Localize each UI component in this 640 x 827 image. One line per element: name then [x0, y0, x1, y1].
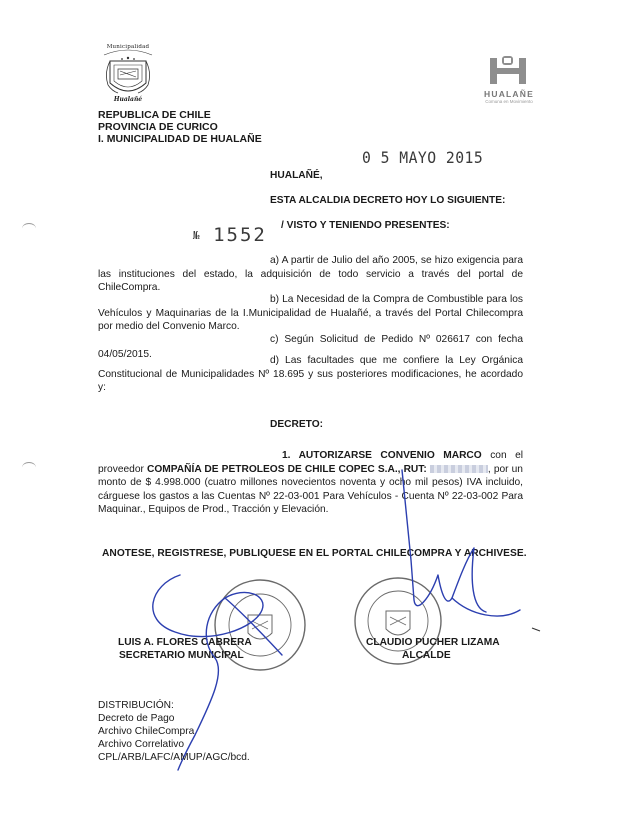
secretary-name: LUIS A. FLORES CABRERA: [118, 637, 252, 648]
article-1-heading: 1. AUTORIZARSE CONVENIO MARCO: [282, 450, 482, 461]
considerando-b: b) La Necesidad de la Compra de Combustible para los Vehículos y Maquinarias de la I.Municipalidad de Hualañé, a través del Portal Chilecompra por medio del Convenio Marco.: [98, 294, 523, 332]
number-prefix-mark: №: [193, 229, 200, 242]
decree-number: 1552: [213, 224, 267, 246]
mayor-name: CLAUDIO PUCHER LIZAMA: [366, 637, 500, 648]
secretary-signature-tail: [225, 598, 282, 655]
crest-caption-top: Municipalidad: [106, 44, 150, 50]
header-republic: REPUBLICA DE CHILE: [98, 109, 211, 121]
secretary-title: SECRETARIO MUNICIPAL: [119, 650, 244, 661]
header-municipality: I. MUNICIPALIDAD DE HUALAÑE: [98, 133, 262, 145]
considerando-d: d) Las facultades que me confiere la Ley Orgánica Constitucional de Municipalidades Nº 18.695 y sus posteriores modificaciones, he acordado y:: [98, 355, 523, 393]
decree-intro: ESTA ALCALDIA DECRETO HOY LO SIGUIENTE:: [270, 195, 506, 206]
article-1-lead: con el proveedor: [98, 450, 524, 475]
distribution-item: Decreto de Pago: [98, 713, 175, 724]
distribution-item: Archivo Correlativo: [98, 739, 185, 750]
header-province: PROVINCIA DE CURICO: [98, 121, 218, 133]
decree-place: HUALAÑÉ,: [270, 170, 323, 181]
article-1-body: , por un monto de $ 4.998.000 (cuatro millones novecientos noventa y ocho mil pesos) IVA incluido, cárguese los gastos a las Cuentas Nº 22-03-001 Para Vehículos - Cuenta Nº 22-03-002 Para Maquinar., Equipos de Prod., Tracción y Elevación.: [98, 463, 523, 515]
visto-heading: / VISTO Y TENIENDO PRESENTES:: [281, 220, 450, 231]
distribution-title: DISTRIBUCIÓN:: [98, 700, 174, 711]
considerando-c: c) Según Solicitud de Pedido Nº 026617 con fecha 04/05/2015.: [98, 334, 523, 360]
logo-name: HUALAÑE: [484, 89, 534, 99]
mayor-signature: [402, 470, 486, 612]
distribution-item: CPL/ARB/LAFC/AMUP/AGC/bcd.: [98, 752, 250, 763]
provider-company: COMPAÑÍA DE PETROLEOS DE CHILE COPEC S.A., RUT:: [146, 463, 427, 475]
closing-line: ANOTESE, REGISTRESE, PUBLIQUESE EN EL PORTAL CHILECOMPRA Y ARCHIVESE.: [102, 548, 527, 559]
decreto-heading: DECRETO:: [270, 419, 324, 430]
ink-mark: [532, 628, 540, 631]
crest-caption-bottom: Hualañé: [113, 96, 143, 103]
date-stamp: 0 5 MAYO 2015: [362, 148, 484, 167]
mayor-signature-tail: [452, 598, 520, 616]
mayor-title: ALCALDE: [402, 650, 451, 661]
logo-tagline: Comuna en Movimiento: [485, 99, 533, 104]
considerando-a: a) A partir de Julio del año 2005, se hizo exigencia para las instituciones del estado, la adquisición de todo servicio a través del portal de ChileCompra.: [98, 255, 523, 293]
distribution-item: Archivo ChileCompra: [98, 726, 195, 737]
